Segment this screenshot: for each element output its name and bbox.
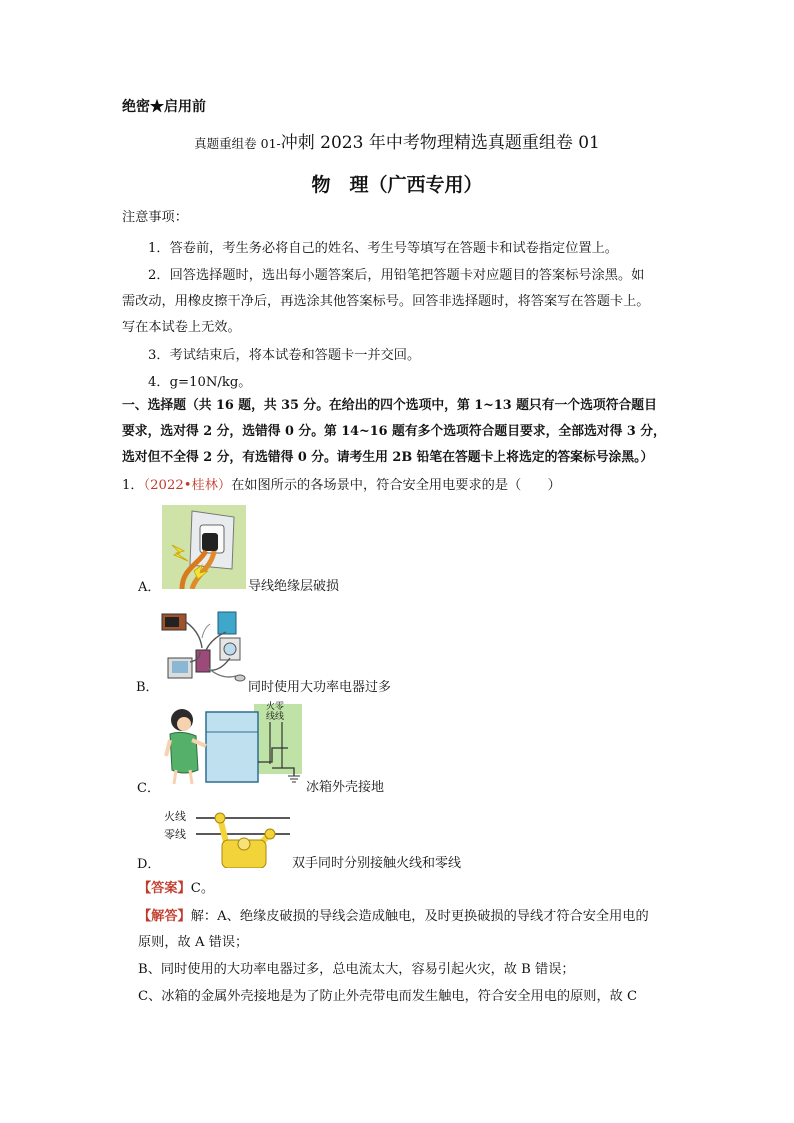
- answer-line: [138, 879, 214, 899]
- title-prefix: 真题重组卷 01-: [194, 136, 281, 151]
- option-c-caption: 冰箱外壳接地: [306, 780, 385, 795]
- fig-d-neutral-label: 零线: [164, 828, 186, 841]
- explanation-line: [138, 907, 649, 927]
- title-main: 冲刺 2023 年中考物理精选真题重组卷 01: [280, 133, 600, 153]
- note-item: 2．回答选择题时，选出每小题答案后，用铅笔把答题卡对应题目的答案标号涂黑。如: [148, 268, 645, 283]
- explanation-line: C、冰箱的金属外壳接地是为了防止外壳带电而发生触电，符合安全用电的原则，故 C: [138, 989, 638, 1004]
- answer-label: 【答案】: [138, 881, 191, 896]
- question-text: 在如图所示的各场景中，符合安全用电要求的是（ ）: [231, 478, 561, 493]
- option-d-letter: D．: [137, 857, 161, 872]
- option-c-letter: C．: [137, 781, 160, 796]
- option-b-caption: 同时使用大功率电器过多: [248, 680, 392, 695]
- overloaded-appliances-icon: [160, 602, 248, 694]
- fig-c-wire-label: 火零 线线: [266, 702, 285, 722]
- subject-title: 物 理（广西专用）: [311, 174, 483, 196]
- question-number: 1．: [122, 478, 144, 493]
- note-item: 1．答卷前，考生务必将自己的姓名、考生号等填写在答题卡和试卷指定位置上。: [148, 241, 618, 256]
- notes-heading: 注意事项：: [122, 210, 188, 225]
- confidential-label: 绝密★启用前: [122, 99, 206, 115]
- question-stem: [122, 476, 561, 496]
- explanation-line: B、同时使用的大功率电器过多，总电流太大，容易引起火灾，故 B 错误；: [138, 962, 575, 977]
- explanation-line: 原则，故 A 错误；: [138, 935, 249, 950]
- fig-d-live-label: 火线: [164, 810, 186, 823]
- grounded-fridge-icon: [162, 704, 302, 786]
- hands-on-wires-icon: [162, 806, 292, 868]
- option-a-caption: 导线绝缘层破损: [248, 579, 340, 594]
- damaged-wire-plug-icon: [162, 505, 246, 589]
- section-line: 选对但不全得 2 分，有选错得 0 分。请考生用 2B 铅笔在答题卡上将选定的答案标号涂黑。）: [122, 450, 654, 465]
- option-a-letter: A．: [138, 580, 161, 595]
- option-b-letter: B．: [136, 680, 159, 695]
- explanation-text: 解：A、绝缘皮破损的导线会造成触电，及时更换破损的导线才符合安全用电的: [190, 909, 649, 924]
- note-item: 4．g=10N/kg。: [148, 375, 252, 390]
- explanation-label: 【解答】: [138, 909, 191, 924]
- section-line: 要求，选对得 2 分，选错得 0 分。第 14~16 题有多个选项符合题目要求，全部选对得 3 分，: [122, 424, 666, 439]
- page-title: [0, 130, 794, 157]
- note-item: 3．考试结束后，将本试卷和答题卡一并交回。: [148, 348, 421, 363]
- section-line: 一、选择题（共 16 题，共 35 分。在给出的四个选项中，第 1~13 题只有一个选项符合题目: [122, 398, 657, 413]
- note-item: 需改动，用橡皮擦干净后，再选涂其他答案标号。回答非选择题时，将答案写在答题卡上。: [122, 294, 650, 309]
- option-d-caption: 双手同时分别接触火线和零线: [292, 856, 462, 871]
- question-source: （2022•桂林）: [143, 478, 232, 493]
- note-item: 写在本试卷上无效。: [122, 320, 241, 335]
- answer-value: C。: [190, 881, 215, 896]
